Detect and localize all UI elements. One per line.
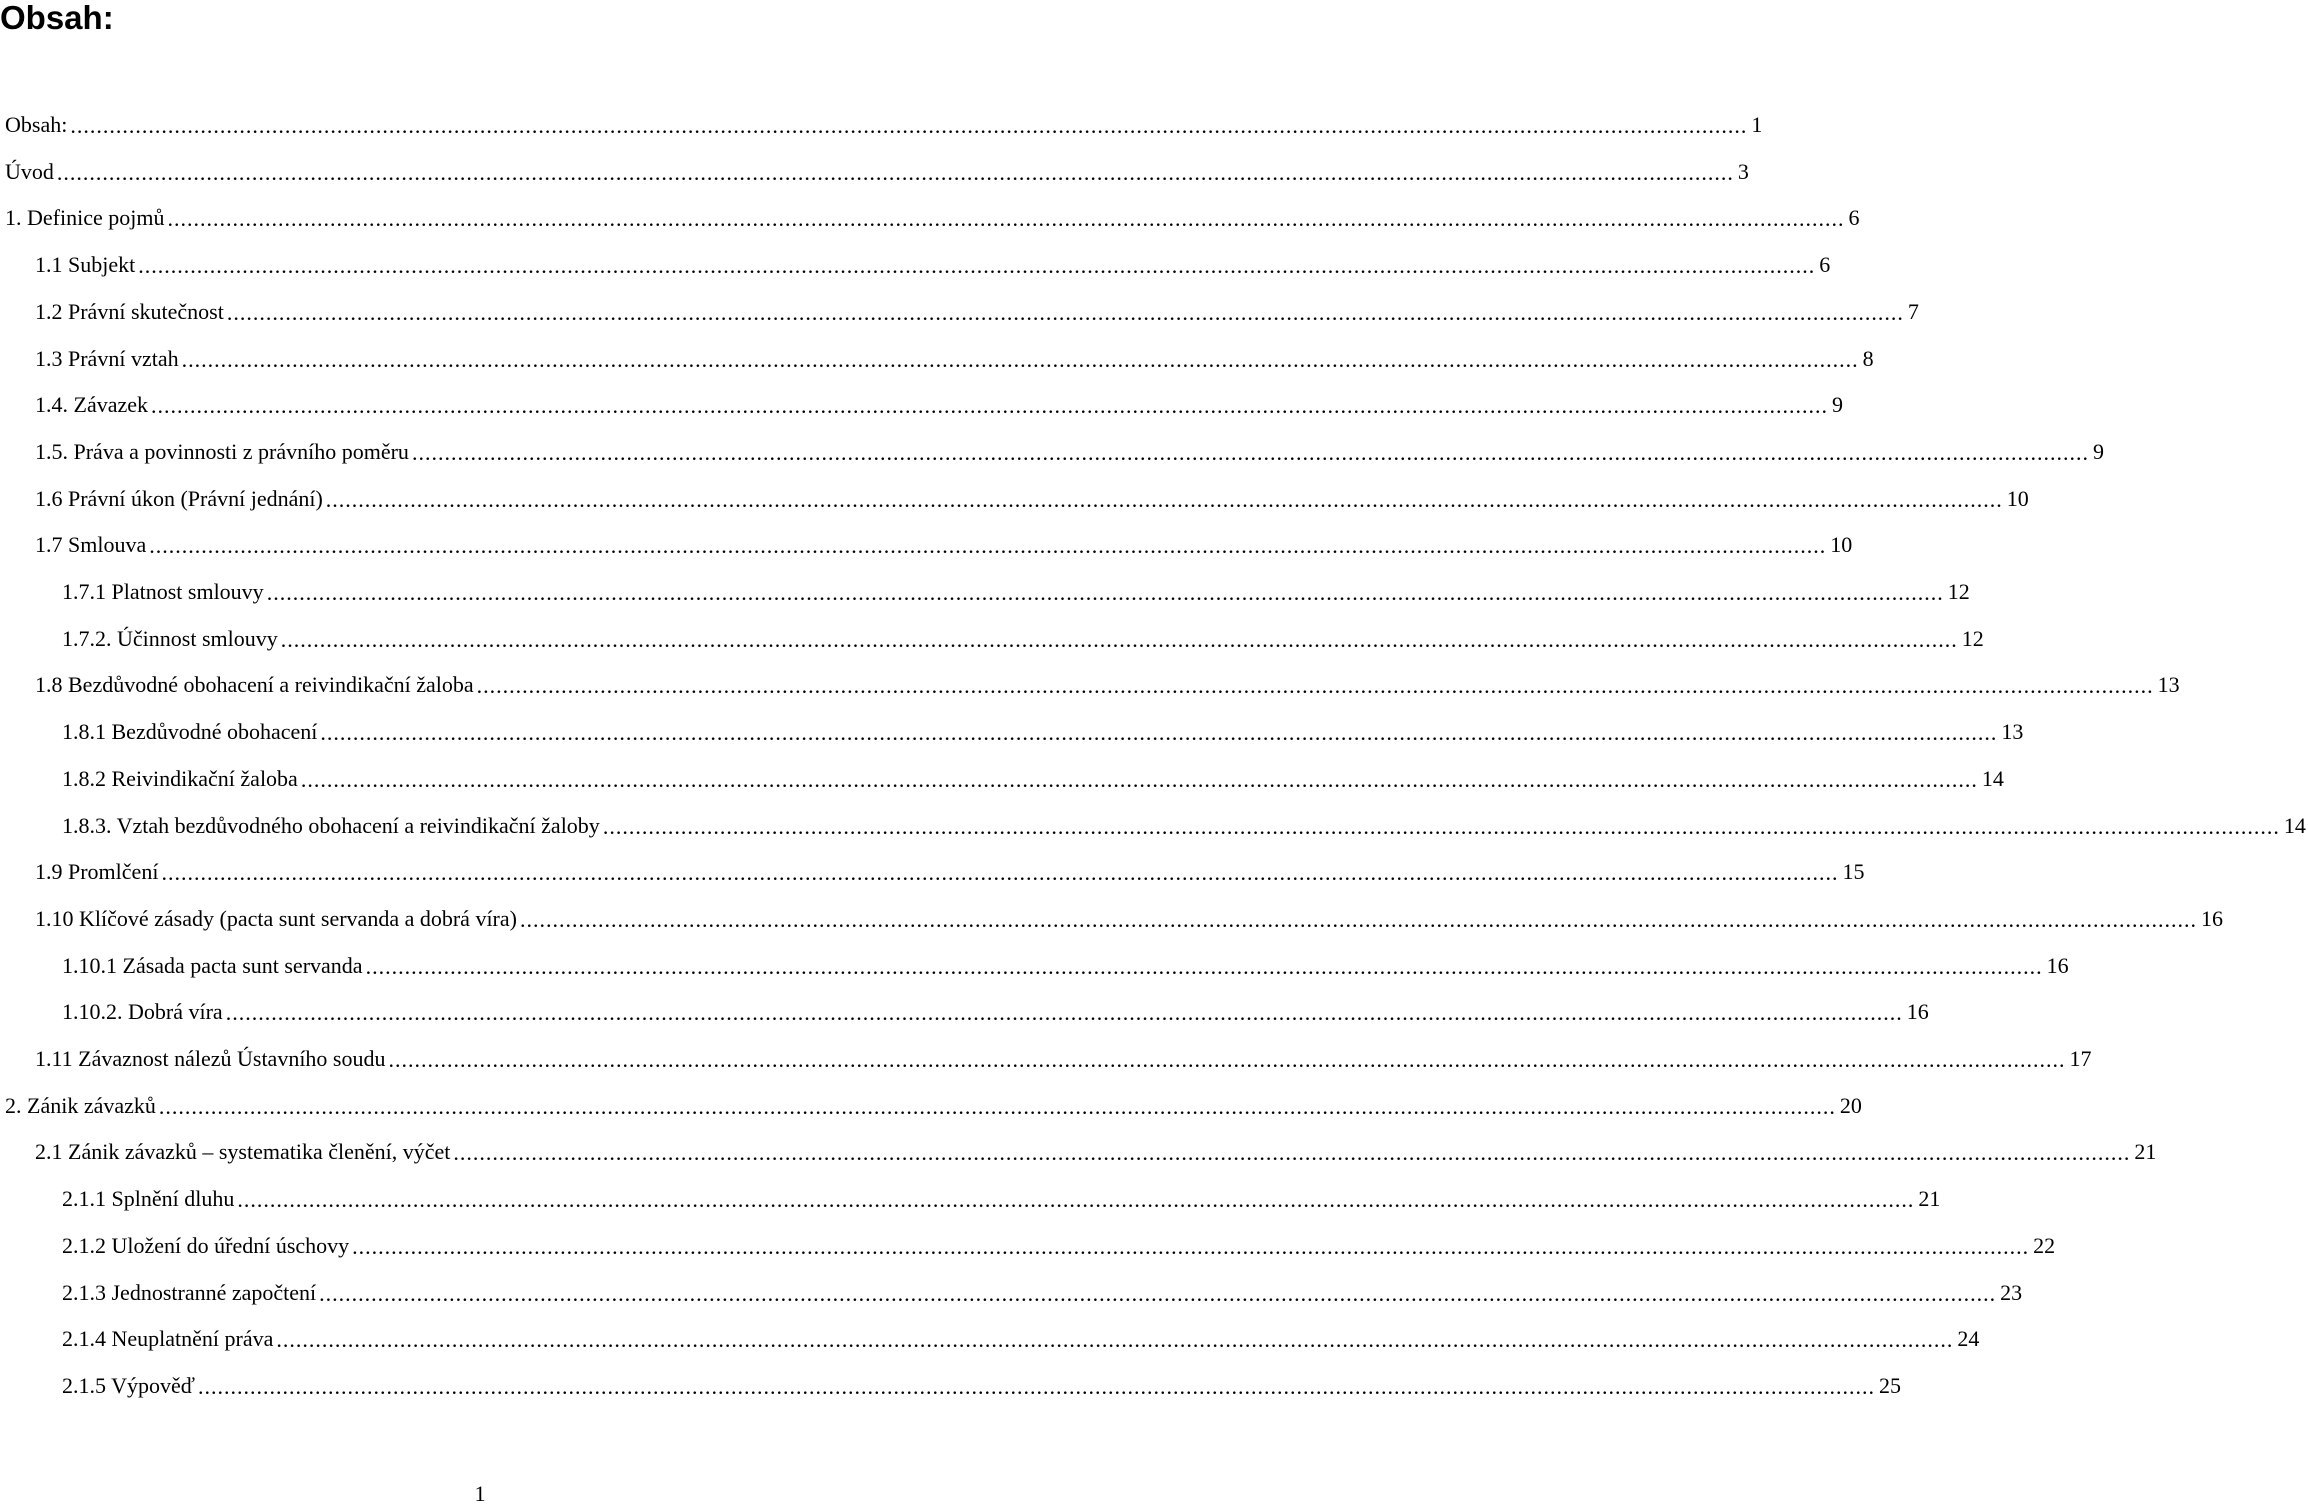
toc-entry-title: 2.1.2 Uložení do úřední úschovy bbox=[62, 1232, 350, 1258]
toc-page-column bbox=[1908, 299, 1921, 325]
toc-entry[interactable] bbox=[0, 1036, 2092, 1082]
toc-entry-title: 1.8.2 Reivindikační žaloba bbox=[62, 765, 298, 791]
toc-entry-page: 23 bbox=[2000, 1279, 2023, 1305]
toc-dot-leader bbox=[276, 1327, 1953, 1353]
toc-dot-leader bbox=[520, 907, 2197, 933]
toc-page-column bbox=[2047, 953, 2071, 979]
toc-dot-leader bbox=[477, 673, 2154, 699]
toc-entry-title: 1.9 Promlčení bbox=[35, 859, 159, 885]
toc-entry[interactable] bbox=[0, 1270, 2023, 1316]
toc-page-column bbox=[1840, 1093, 1864, 1119]
toc-dot-leader bbox=[57, 160, 1734, 186]
toc-dot-leader bbox=[352, 1234, 2029, 1260]
toc-dot-leader bbox=[281, 627, 1958, 653]
toc-entry[interactable] bbox=[0, 1129, 2157, 1175]
toc-entry[interactable] bbox=[0, 289, 1919, 335]
toc-dot-leader bbox=[159, 1094, 1836, 1120]
toc-entry-page: 10 bbox=[1830, 532, 1853, 558]
toc-entry[interactable] bbox=[0, 662, 2180, 708]
toc-entry-page: 7 bbox=[1907, 298, 1919, 324]
toc-entry-page: 14 bbox=[2283, 812, 2306, 838]
toc-entry-title: 2.1.5 Výpověď bbox=[62, 1372, 195, 1398]
toc-entry-title: 2.1.3 Jednostranné započtení bbox=[62, 1279, 317, 1305]
toc-dot-leader bbox=[161, 860, 1838, 886]
toc-entry-title: 1.10.1 Zásada pacta sunt servanda bbox=[62, 952, 363, 978]
toc-dot-leader bbox=[70, 113, 1747, 139]
toc-dot-leader bbox=[149, 533, 1826, 559]
toc-page-column bbox=[1832, 392, 1845, 418]
toc-page-column bbox=[2284, 813, 2308, 839]
toc-dot-leader bbox=[389, 1047, 2066, 1073]
toc-dot-leader bbox=[319, 1281, 1996, 1307]
toc-page-column bbox=[1948, 579, 1972, 605]
toc-dot-leader bbox=[366, 954, 2043, 980]
toc-entry-title: 1.5. Práva a povinnosti z právního poměru bbox=[35, 438, 409, 464]
toc-page-column bbox=[1962, 626, 1986, 652]
toc-page-column bbox=[2201, 906, 2225, 932]
page-number-footer: 1 bbox=[474, 1481, 486, 1506]
toc-entry-page: 14 bbox=[1981, 765, 2004, 791]
toc-entry[interactable] bbox=[0, 803, 2306, 849]
toc-entry-title: 1.6 Právní úkon (Právní jednání) bbox=[35, 485, 323, 511]
toc-dot-leader bbox=[412, 440, 2089, 466]
toc-entry[interactable] bbox=[0, 149, 1749, 195]
toc-entry[interactable] bbox=[0, 476, 2029, 522]
toc-entry[interactable] bbox=[0, 709, 2024, 755]
toc-entry-page: 12 bbox=[1947, 579, 1970, 604]
toc-entry-title: 2. Zánik závazků bbox=[5, 1092, 156, 1118]
toc-entry[interactable] bbox=[0, 896, 2223, 942]
toc-entry-title: 1.11 Závaznost nálezů Ústavního soudu bbox=[35, 1046, 386, 1071]
toc-entry-title: 1.8.3. Vztah bezdůvodného obohacení a reivindikační žaloby bbox=[62, 812, 600, 838]
toc-entry[interactable] bbox=[0, 242, 1831, 288]
toc-dot-leader bbox=[151, 393, 1828, 419]
toc-entry-page: 20 bbox=[1839, 1092, 1862, 1118]
toc-entry-title: 2.1.1 Splnění dluhu bbox=[62, 1186, 235, 1212]
toc-entry-page: 9 bbox=[2092, 438, 2104, 464]
toc-page-column bbox=[1830, 532, 1854, 558]
toc-entry-page: 21 bbox=[1918, 1186, 1941, 1212]
toc-page-column bbox=[2093, 439, 2106, 465]
toc-entry-page: 25 bbox=[1878, 1372, 1901, 1398]
toc-dot-leader bbox=[237, 1187, 1914, 1213]
toc-entry[interactable] bbox=[0, 849, 1865, 895]
toc-page-column bbox=[1842, 859, 1866, 885]
toc-page-column bbox=[1738, 159, 1751, 185]
toc-entry[interactable] bbox=[0, 943, 2069, 989]
toc-page-column bbox=[2134, 1139, 2158, 1165]
toc-entry[interactable] bbox=[0, 102, 1763, 148]
toc-entry-title: 1.10 Klíčové zásady (pacta sunt servanda a dobrá víra) bbox=[35, 905, 517, 931]
toc-entry-title: 1.3 Právní vztah bbox=[35, 345, 179, 371]
toc-entry-page: 6 bbox=[1848, 205, 1860, 231]
toc-entry-page: 16 bbox=[1906, 999, 1929, 1025]
toc-entry[interactable] bbox=[0, 1083, 1862, 1129]
toc-entry-title: 1.7.1 Platnost smlouvy bbox=[62, 579, 264, 604]
toc-entry[interactable] bbox=[0, 569, 1970, 615]
toc-page-column bbox=[1918, 1186, 1942, 1212]
toc-entry[interactable] bbox=[0, 1223, 2056, 1269]
toc-entry-page: 12 bbox=[1961, 625, 1984, 651]
toc-entry-title: 2.1 Zánik závazků – systematika členění, výčet bbox=[35, 1139, 451, 1165]
toc-entry-title: 1.1 Subjekt bbox=[35, 252, 136, 278]
toc-entry-title: 1.2 Právní skutečnost bbox=[35, 298, 224, 324]
toc-entry[interactable] bbox=[0, 382, 1843, 428]
toc-dot-leader bbox=[182, 347, 1859, 373]
toc-dot-leader bbox=[167, 206, 1844, 232]
toc-entry-title: Úvod bbox=[5, 158, 54, 184]
toc-entry-title: 1.7 Smlouva bbox=[35, 532, 147, 558]
toc-entry-page: 6 bbox=[1819, 252, 1831, 278]
toc-entry-page: 16 bbox=[2200, 905, 2223, 931]
toc-entry-page: 13 bbox=[2001, 719, 2024, 745]
toc-entry-page: 15 bbox=[1842, 859, 1865, 885]
toc-page-column bbox=[1863, 346, 1876, 372]
toc-dot-leader bbox=[326, 487, 2003, 513]
toc-entry[interactable] bbox=[0, 336, 1874, 382]
toc-dot-leader bbox=[320, 720, 1997, 746]
toc-entry-page: 1 bbox=[1751, 112, 1763, 137]
toc-page-column bbox=[2158, 672, 2182, 698]
toc-entry-title: 1.8 Bezdůvodné obohacení a reivindikační žaloba bbox=[35, 672, 474, 698]
toc-entry-page: 22 bbox=[2033, 1232, 2056, 1258]
toc-dot-leader bbox=[453, 1140, 2130, 1166]
toc-entry-title: 1.7.2. Účinnost smlouvy bbox=[62, 625, 278, 651]
toc-entry-page: 17 bbox=[2069, 1046, 2092, 1071]
toc-page-column bbox=[2033, 1233, 2057, 1259]
toc-page-column bbox=[1879, 1373, 1903, 1399]
toc-entry-page: 8 bbox=[1862, 345, 1874, 371]
toc-entry-page: 10 bbox=[2006, 485, 2029, 511]
toc-entry-title: 2.1.4 Neuplatnění práva bbox=[62, 1326, 274, 1352]
toc-entry-page: 24 bbox=[1957, 1326, 1980, 1352]
toc-entry[interactable] bbox=[0, 195, 1860, 241]
toc-entry-title: 1.10.2. Dobrá víra bbox=[62, 999, 223, 1025]
toc-entry-page: 13 bbox=[2157, 672, 2180, 698]
toc-entry[interactable] bbox=[0, 1176, 1941, 1222]
toc-page-column bbox=[2007, 486, 2031, 512]
toc-page-column bbox=[1819, 252, 1832, 278]
toc-dot-leader bbox=[301, 767, 1978, 793]
page-title: Obsah: bbox=[0, 0, 114, 36]
toc-entry[interactable] bbox=[0, 1316, 1980, 1362]
toc-page-column bbox=[2001, 719, 2025, 745]
toc-entry-page: 9 bbox=[1832, 392, 1843, 418]
toc-entry-page: 21 bbox=[2134, 1139, 2157, 1165]
toc-entry-title: 1. Definice pojmů bbox=[5, 205, 165, 231]
toc-page-column bbox=[2000, 1280, 2024, 1306]
toc-entry[interactable] bbox=[0, 522, 1853, 568]
toc-entry[interactable] bbox=[0, 616, 1984, 662]
toc-entry-title: Obsah: bbox=[5, 112, 68, 137]
toc-dot-leader bbox=[227, 300, 1904, 326]
toc-page-column bbox=[1751, 112, 1764, 138]
toc-entry-title: 1.4. Závazek bbox=[35, 392, 148, 418]
toc-dot-leader bbox=[226, 1000, 1903, 1026]
toc-entry-title: 1.8.1 Bezdůvodné obohacení bbox=[62, 719, 318, 745]
toc-dot-leader bbox=[267, 580, 1944, 606]
toc-page-column bbox=[2070, 1046, 2094, 1072]
toc-dot-leader bbox=[198, 1374, 1875, 1400]
toc-entry[interactable] bbox=[0, 429, 2104, 475]
toc-entry[interactable] bbox=[0, 756, 2004, 802]
toc-page-column bbox=[1848, 205, 1861, 231]
toc-dot-leader bbox=[138, 253, 1815, 279]
toc-entry-page: 3 bbox=[1737, 158, 1749, 184]
toc-page-column bbox=[1982, 766, 2006, 792]
toc-dot-leader bbox=[603, 814, 2280, 840]
toc-entry[interactable] bbox=[0, 989, 1929, 1035]
toc-entry-page: 16 bbox=[2046, 952, 2069, 978]
toc-page-column bbox=[1957, 1326, 1981, 1352]
toc-entry[interactable] bbox=[0, 1363, 1901, 1409]
toc-page-column bbox=[1907, 999, 1931, 1025]
